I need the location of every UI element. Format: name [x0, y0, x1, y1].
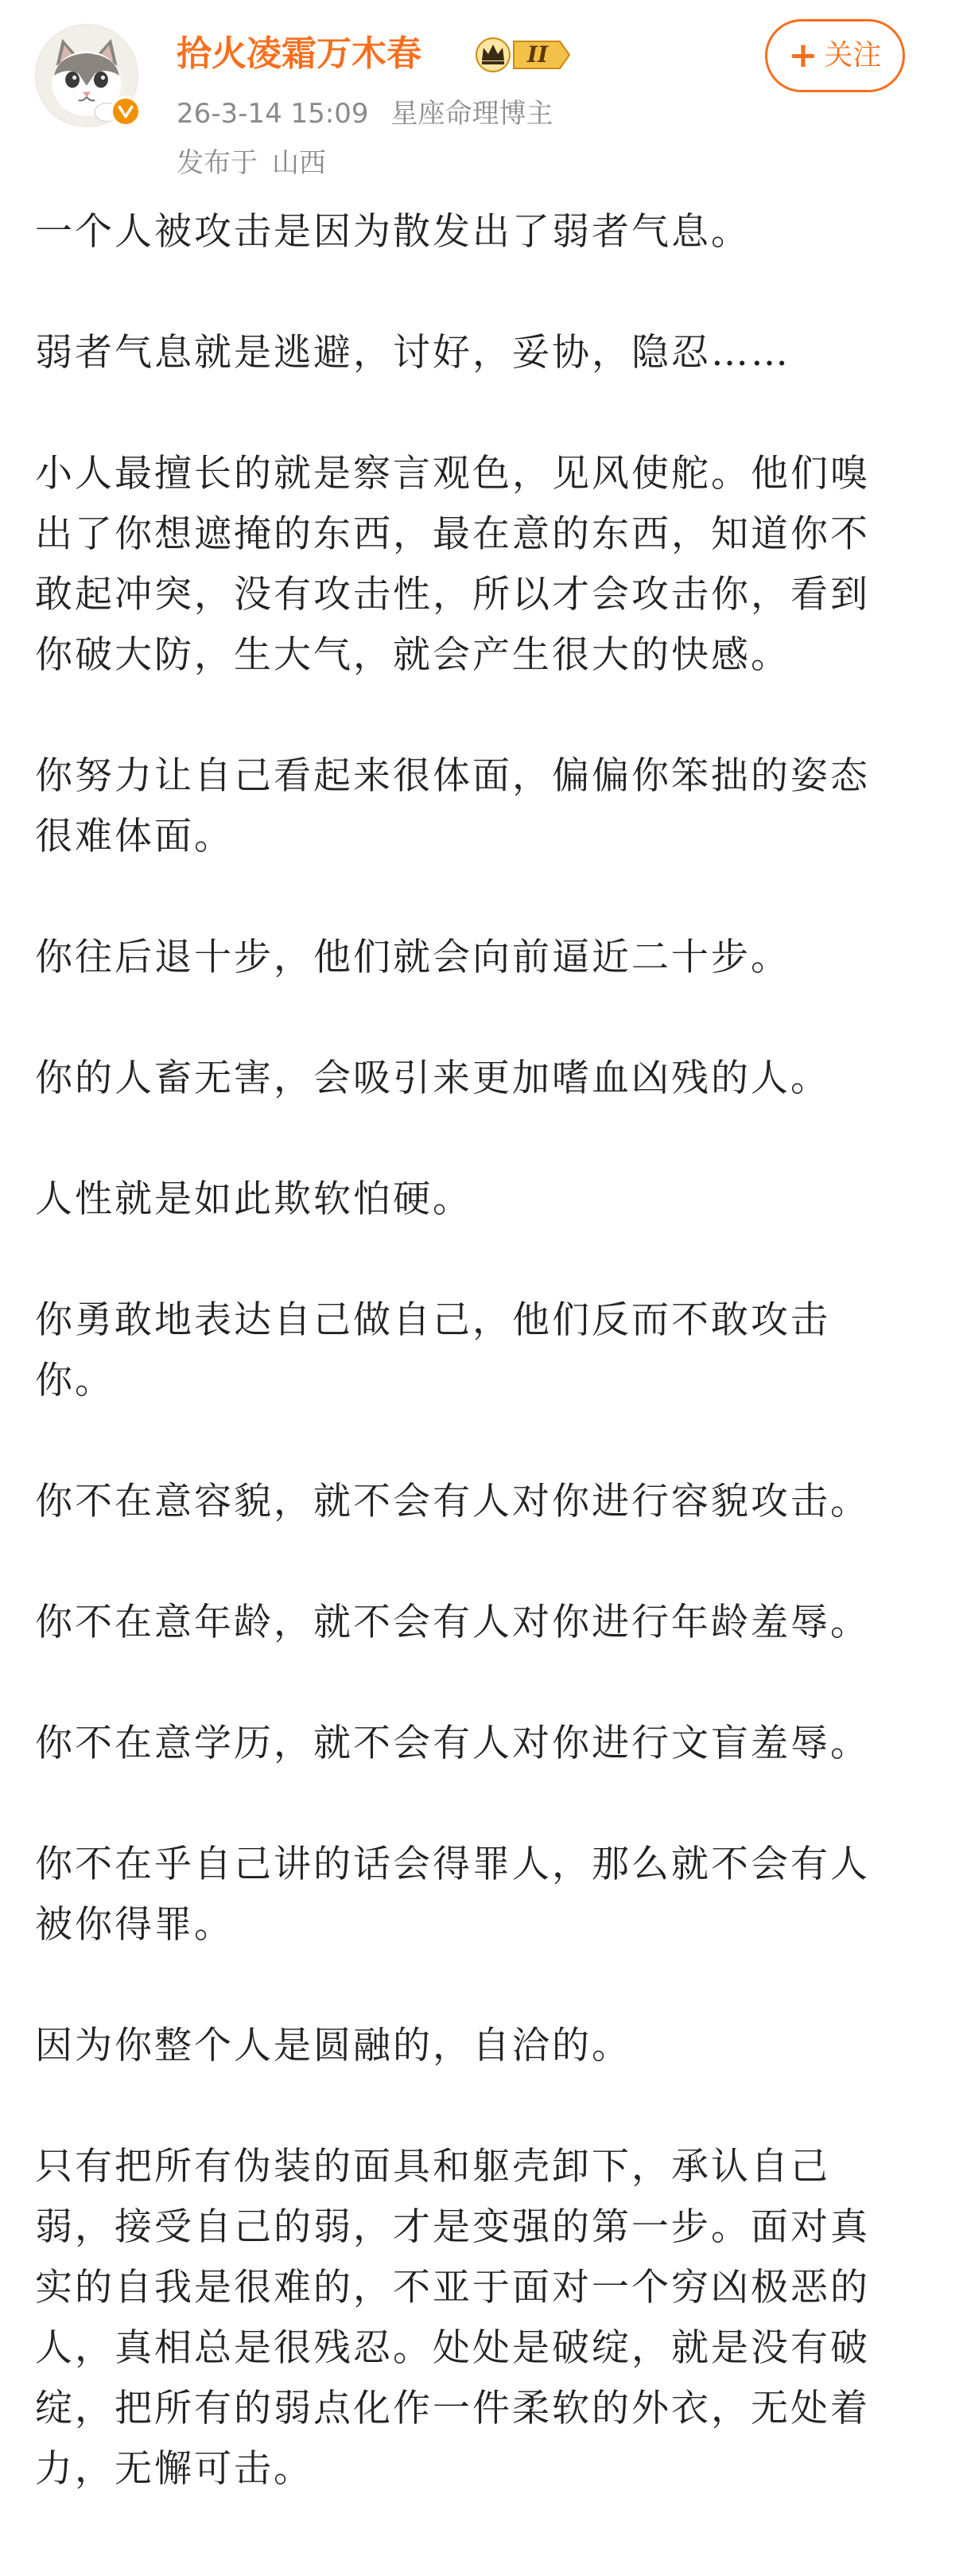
- plus-icon: +: [788, 35, 818, 76]
- post-source: 星座命理博主: [390, 98, 553, 130]
- paragraph: 弱者气息就是逃避，讨好，妥协，隐忍……: [35, 331, 790, 375]
- verified-v-icon: [117, 103, 134, 120]
- paragraph: 你不在意学历，就不会有人对你进行文盲羞辱。: [35, 1722, 870, 1765]
- paragraph: 你的人畜无害，会吸引来更加嗜血凶残的人。: [35, 1056, 830, 1100]
- post-timestamp: 26-3-14 15:09: [177, 98, 369, 130]
- vip-level: II: [526, 41, 549, 68]
- paragraph: 只有把所有伪装的面具和躯壳卸下，承认自己 弱，接受自己的弱，才是变强的第一步。面对真 实的自我是很难的，不亚于面对一个穷凶极恶的 人，真相总是很残忍。处处是破绽，就是没有破 绽，把所有的弱点化作一件柔软的外衣，无处着 力，无懈可击。: [35, 2145, 870, 2491]
- vip-badge[interactable]: [474, 37, 573, 73]
- paragraph: 你勇敢地表达自己做自己，他们反而不敢攻击 你。: [35, 1298, 830, 1403]
- paragraph: 因为你整个人是圆融的，自洽的。: [35, 2024, 631, 2068]
- paragraph: 小人最擅长的就是察言观色，见风使舵。他们嗅 出了你想遮掩的东西，最在意的东西，知道你不 敢起冲突，没有攻击性，所以才会攻击你，看到 你破大防，生大气，就会产生很大的快感。: [35, 452, 870, 677]
- location-value: 山西: [272, 147, 326, 179]
- paragraph: 你努力让自己看起来很体面，偏偏你笨拙的姿态 很难体面。: [35, 754, 870, 858]
- follow-label: 关注: [824, 39, 882, 72]
- post-body: [35, 202, 910, 2560]
- follow-button[interactable]: [765, 19, 905, 92]
- verified-badge: [110, 95, 142, 127]
- post-location: [177, 145, 326, 181]
- paragraph: 你不在意年龄，就不会有人对你进行年龄羞辱。: [35, 1601, 870, 1644]
- location-label: 发布于: [177, 147, 258, 179]
- post-header: [0, 0, 967, 191]
- paragraph: 你不在意容貌，就不会有人对你进行容貌攻击。: [35, 1480, 870, 1523]
- author-name[interactable]: 拾火凌霜万木春: [177, 33, 421, 74]
- paragraph: 你往后退十步，他们就会向前逼近二十步。: [35, 936, 790, 979]
- paragraph: 你不在乎自己讲的话会得罪人，那么就不会有人 被你得罪。: [35, 1843, 870, 1947]
- paragraph: 人性就是如此欺软怕硬。: [35, 1177, 472, 1221]
- paragraph: 一个人被攻击是因为散发出了弱者气息。: [35, 210, 751, 254]
- post-meta: [177, 95, 553, 132]
